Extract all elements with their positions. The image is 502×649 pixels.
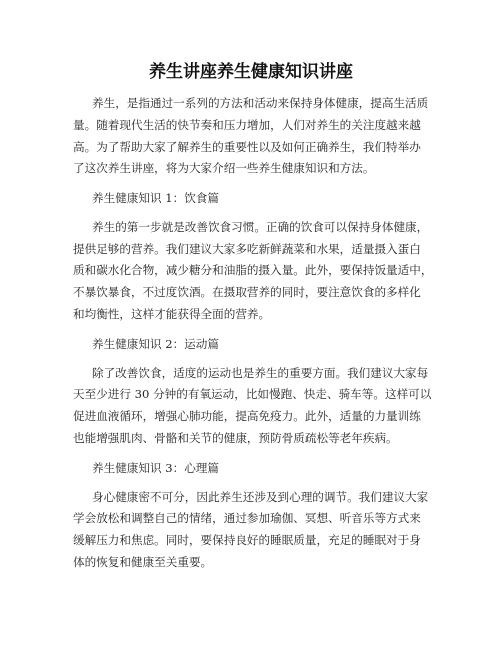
diet-line-2: 提供足够的营养。我们建议大家多吃新鲜蔬菜和水果，适量摄入蛋白	[73, 242, 421, 256]
intro-line-2: 量。随着现代生活的快节奏和压力增加，人们对养生的关注度越来越	[73, 118, 421, 132]
diet-line-5: 和均衡性，这样才能获得全面的营养。	[73, 307, 271, 321]
intro-line-4: 了这次养生讲座，将为大家介绍一些养生健康知识和方法。	[73, 161, 375, 175]
diet-line-3: 质和碳水化合物，减少糖分和油脂的摄入量。此外，要保持饭量适中，	[73, 263, 433, 277]
diet-line-4: 不暴饮暴食，不过度饮酒。在摄取营养的同时，要注意饮食的多样化	[73, 285, 421, 299]
exercise-line-4: 也能增强肌肉、骨骼和关节的健康，预防骨质疏松等老年疾病。	[73, 431, 398, 445]
mental-line-2: 学会放松和调整自己的情绪，通过参加瑜伽、冥想、听音乐等方式来	[73, 511, 421, 525]
document-title: 养生讲座养生健康知识讲座	[149, 62, 353, 82]
exercise-line-3: 促进血液循环，增强心肺功能，提高免疫力。此外，适量的力量训练	[73, 409, 421, 423]
mental-line-3: 缓解压力和焦虑。同时，要保持良好的睡眠质量，充足的睡眠对于身	[73, 533, 421, 547]
intro-line-3: 高。为了帮助大家了解养生的重要性以及如何正确养生，我们特举办	[73, 140, 421, 154]
mental-line-1: 身心健康密不可分，因此养生还涉及到心理的调节。我们建议大家	[92, 490, 429, 504]
section-heading-exercise: 养生健康知识 2：运动篇	[92, 337, 219, 351]
section-heading-mental: 养生健康知识 3：心理篇	[92, 461, 219, 475]
diet-line-1: 养生的第一步就是改善饮食习惯。正确的饮食可以保持身体健康，	[92, 220, 429, 234]
intro-line-1: 养生，是指通过一系列的方法和活动来保持身体健康，提高生活质	[92, 96, 429, 110]
exercise-line-1: 除了改善饮食，适度的运动也是养生的重要方面。我们建议大家每	[92, 366, 429, 380]
mental-line-4: 体的恢复和健康至关重要。	[73, 555, 213, 569]
section-heading-diet: 养生健康知识 1：饮食篇	[92, 191, 219, 205]
exercise-line-2: 天至少进行 30 分钟的有氧运动，比如慢跑、快走、骑车等。这样可以	[73, 387, 432, 401]
